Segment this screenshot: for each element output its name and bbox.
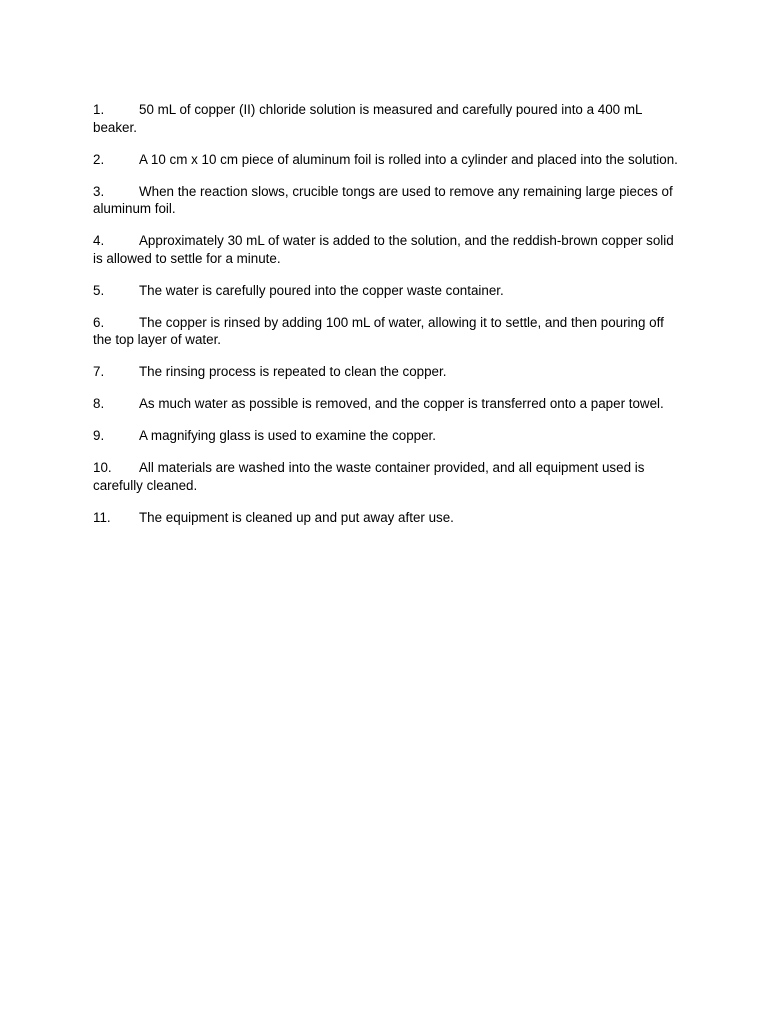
- step-number: 9.: [93, 428, 105, 443]
- step-text: The equipment is cleaned up and put away after use.: [139, 509, 454, 525]
- procedure-step: [93, 459, 679, 494]
- step-number: 6.: [93, 314, 105, 330]
- procedure-step: [93, 282, 679, 300]
- step-text: As much water as possible is removed, and the copper is transferred onto a paper towel.: [139, 396, 664, 411]
- procedure-step: [93, 509, 679, 527]
- step-number: 8.: [93, 396, 105, 411]
- step-number: 7.: [93, 364, 105, 379]
- procedure-step: [93, 314, 679, 349]
- step-number: 5.: [93, 282, 105, 298]
- step-number: 10.: [93, 460, 112, 475]
- step-text: The copper is rinsed by adding 100 mL of water, allowing it to settle, and then pouring off the top layer of water.: [93, 314, 664, 347]
- procedure-step: [93, 427, 679, 445]
- step-text: The rinsing process is repeated to clean the copper.: [139, 364, 447, 379]
- step-text: A 10 cm x 10 cm piece of aluminum foil is rolled into a cylinder and placed into the solution.: [139, 151, 678, 167]
- step-text: All materials are washed into the waste container provided, and all equipment used is carefully cleaned.: [93, 460, 645, 493]
- step-text: Approximately 30 mL of water is added to the solution, and the reddish-brown copper solid is allowed to settle for a minute.: [93, 233, 674, 266]
- step-number: 4.: [93, 233, 105, 248]
- step-text: A magnifying glass is used to examine the copper.: [139, 428, 436, 443]
- step-text: The water is carefully poured into the copper waste container.: [139, 282, 504, 298]
- step-text: When the reaction slows, crucible tongs are used to remove any remaining large pieces of aluminum foil.: [93, 183, 673, 216]
- procedure-step: [93, 363, 679, 381]
- procedure-step: [93, 183, 679, 218]
- procedure-step: [93, 232, 679, 267]
- step-number: 11.: [93, 509, 111, 525]
- procedure-step: [93, 101, 679, 136]
- step-number: 3.: [93, 183, 105, 199]
- procedure-step: [93, 395, 679, 413]
- step-number: 1.: [93, 102, 105, 117]
- procedure-steps-list: [93, 101, 679, 541]
- step-text: 50 mL of copper (II) chloride solution is measured and carefully poured into a 400 mL beaker.: [93, 102, 642, 135]
- procedure-step: [93, 151, 679, 169]
- step-number: 2.: [93, 151, 105, 167]
